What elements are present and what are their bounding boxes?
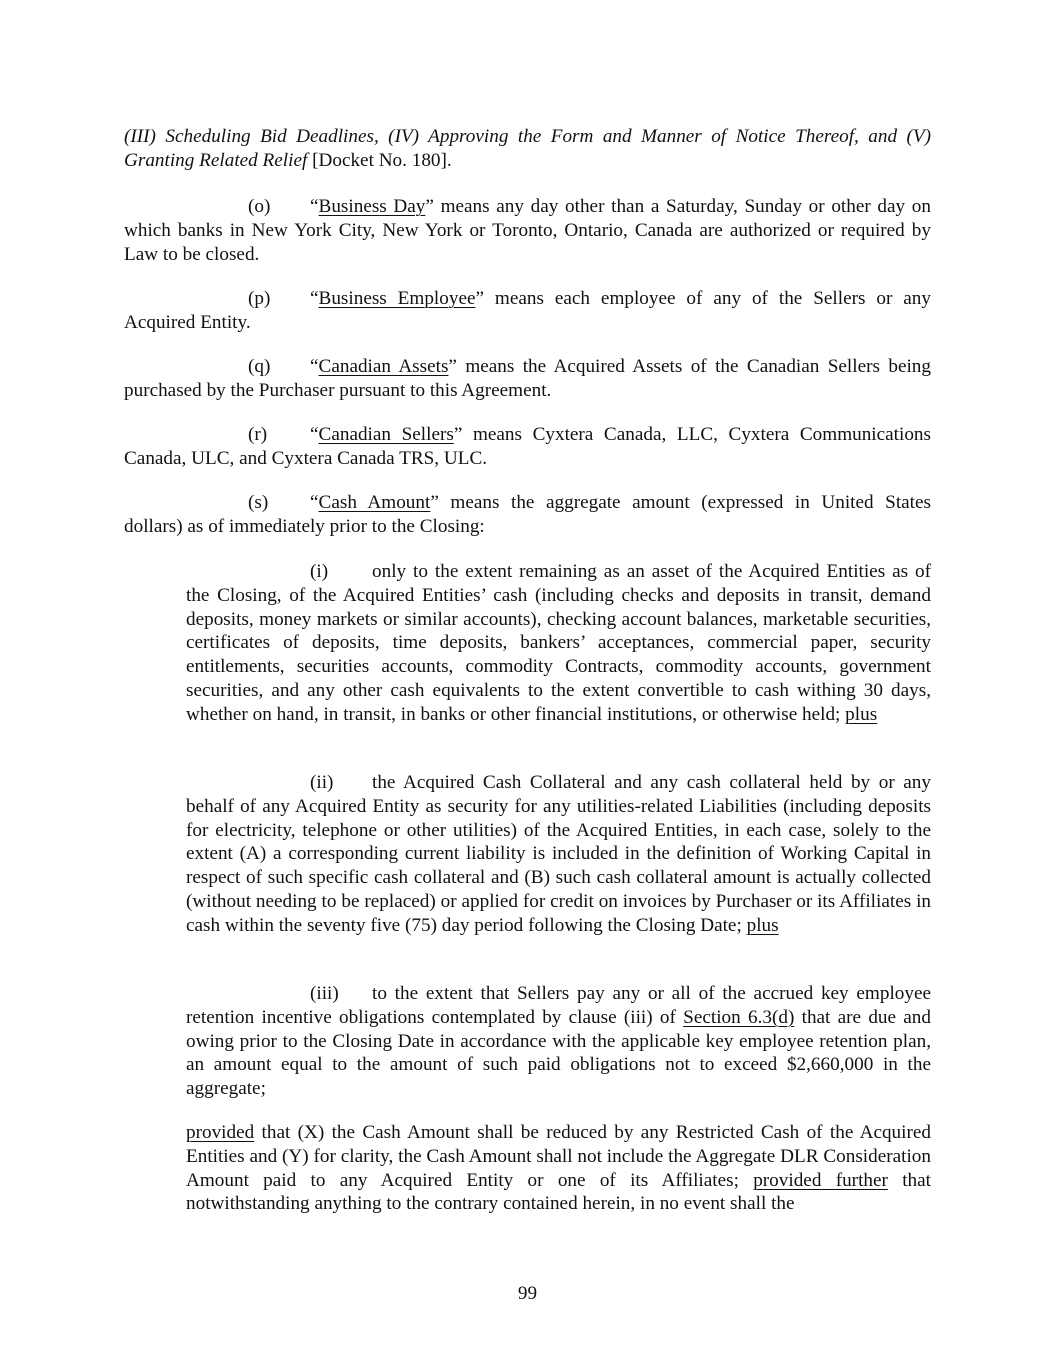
- provided-term: provided: [186, 1122, 255, 1143]
- order-title-italic: (III) Scheduling Bid Deadlines, (IV) Approving the Form and Manner of Notice Thereof, and (V) Granting Related Relief: [124, 126, 931, 171]
- definition-text: ” means Cyxtera Canada, LLC, Cyxtera Communications Canada, ULC, and Cyxtera Canada TRS, ULC.: [124, 424, 931, 469]
- page-number: 99: [517, 1283, 538, 1304]
- provided-further-term: provided further: [753, 1169, 888, 1191]
- subclause-label: (i): [310, 561, 329, 582]
- subclause-text: to the extent that Sellers pay any or all of the accrued key employee retention incentive obligations contemplated by clause (iii) of: [186, 983, 931, 1028]
- docket-reference: [Docket No. 180].: [307, 149, 452, 171]
- defined-term: Cash Amount: [318, 492, 431, 513]
- subclause-text: the Acquired Cash Collateral and any cash collateral held by or any behalf of any Acquired Entity as security for any utilities-related Liabilities (including deposits for electricity, telephone or other utilities) of the Acquired Entities, in each case, solely to the extent (A) a corresponding current liability is included in the definition of Working Capital in respect of such specific cash collateral and (B) such cash collateral amount is actually collected (without needing to be replaced) or applied for credit on invoices by Purchaser or its Affiliates in cash within the seventy five (75) day period following the Closing Date;: [186, 772, 931, 936]
- definition-o: (o) “Business Day” means any day other than a Saturday, Sunday or other day on which banks in New York City, New York or Toronto, Ontario, Canada are authorized or required by Law to be closed.: [124, 196, 931, 265]
- defined-term: Business Day: [318, 196, 426, 217]
- subclause-i: [186, 560, 931, 727]
- subclause-iii: [186, 982, 931, 1101]
- definition-q: (q) “Canadian Assets” means the Acquired Assets of the Canadian Sellers being purchased by the Purchaser pursuant to this Agreement.: [124, 356, 931, 401]
- definition-p: (p) “Business Employee” means each employee of any of the Sellers or any Acquired Entity.: [124, 288, 931, 333]
- definition-text: ” means the Acquired Assets of the Canadian Sellers being purchased by the Purchaser pursuant to this Agreement.: [124, 356, 931, 401]
- clause-label: (q): [248, 356, 271, 377]
- clause-label: (r): [248, 424, 268, 445]
- definition-r: (r) “Canadian Sellers” means Cyxtera Canada, LLC, Cyxtera Communications Canada, ULC, and Cyxtera Canada TRS, ULC.: [124, 424, 931, 469]
- section-reference: Section 6.3(d): [683, 1006, 795, 1028]
- subclause-label: (ii): [310, 772, 334, 793]
- subclause-text: only to the extent remaining as an asset of the Acquired Entities as of the Closing, of the Acquired Entities’ cash (including checks and deposits in transit, demand deposits, money markets or similar accounts), checking account balances, marketable securities, certificates of deposits, time deposits, bankers’ acceptances, commercial paper, security entitlements, securities accounts, commodity Contracts, commodity accounts, government securities, and any other cash equivalents to the extent convertible to cash withing 30 days, whether on hand, in transit, in banks or other financial institutions, or otherwise held;: [186, 561, 931, 725]
- clause-label: (p): [248, 288, 271, 309]
- definition-text: ” means the aggregate amount (expressed in United States dollars) as of immediately prior to the Closing:: [124, 492, 931, 537]
- intro-paragraph: [124, 125, 931, 173]
- defined-term: Canadian Sellers: [318, 424, 454, 445]
- plus-connector: plus: [845, 703, 878, 725]
- definition-text: ” means any day other than a Saturday, Sunday or other day on which banks in New York City, New York or Toronto, Ontario, Canada are authorized or required by Law to be closed.: [124, 196, 931, 265]
- subclause-label: (iii): [310, 983, 339, 1004]
- clause-label: (s): [248, 492, 269, 513]
- definition-text: ” means each employee of any of the Sellers or any Acquired Entity.: [124, 288, 931, 333]
- plus-connector: plus: [746, 914, 779, 936]
- subclause-text-rest: that are due and owing prior to the Closing Date in accordance with the applicable key employee retention plan, an amount equal to the amount of such paid obligations not to exceed $2,660,000 in the aggregate;: [186, 1006, 931, 1100]
- defined-term: Business Employee: [318, 288, 476, 309]
- clause-label: (o): [248, 196, 271, 217]
- proviso-text: that (X) the Cash Amount shall be reduced by any Restricted Cash of the Acquired Entities and (Y) for clarity, the Cash Amount shall not include the Aggregate DLR Consideration Amount paid to any Acquired Entity or one of its Affiliates;: [186, 1122, 931, 1191]
- defined-term: Canadian Assets: [318, 356, 449, 377]
- proviso-text-continued: that notwithstanding anything to the contrary contained herein, in no event shall the: [186, 1169, 931, 1215]
- subclause-ii: [186, 771, 931, 938]
- definition-s: (s) “Cash Amount” means the aggregate amount (expressed in United States dollars) as of immediately prior to the Closing:: [124, 492, 931, 537]
- proviso-paragraph: [186, 1121, 931, 1216]
